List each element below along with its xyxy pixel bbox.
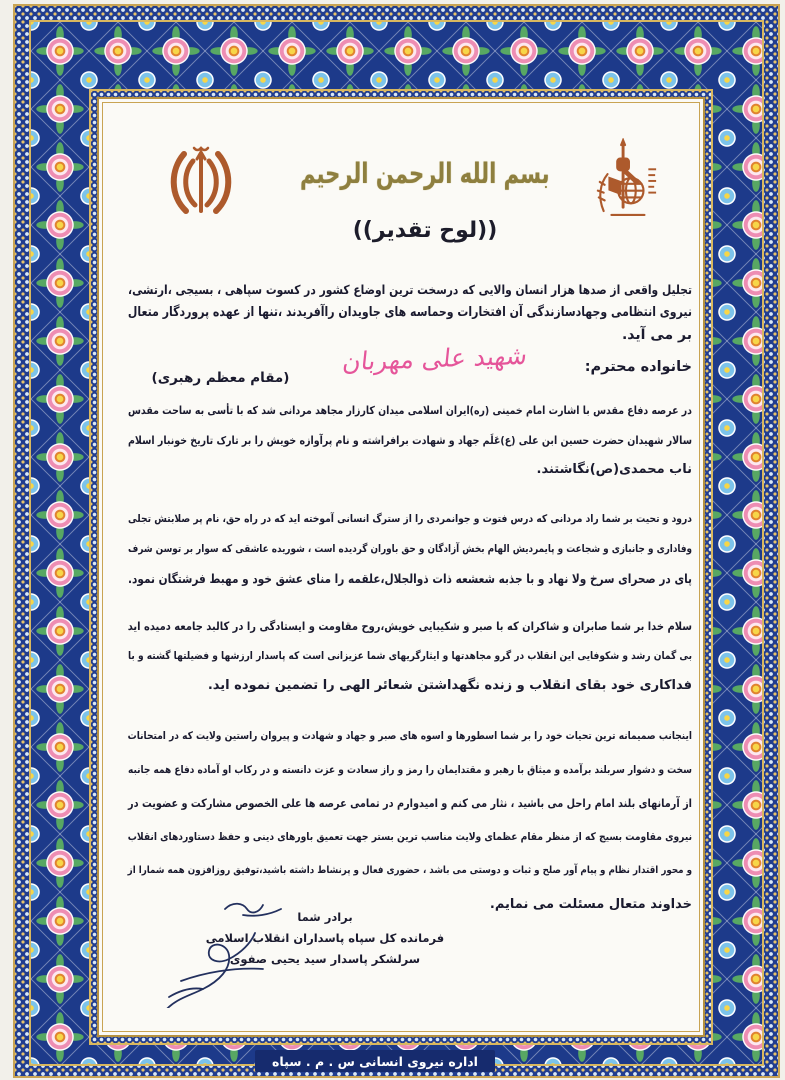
body-line: درود و تحیت بر شما راد مردانی که درس فتوت و جوانمردی را از سترگ انسانی آموخته اید که در راه حق، نام پر صلابتش تجلی xyxy=(127,513,692,525)
footer-issuer xyxy=(255,1050,495,1072)
signature-closing: برادر شما xyxy=(297,910,353,924)
bismillah-text: بسم الله الرحمن الرحیم xyxy=(300,156,550,190)
recipient-label-text: خانواده محترم: xyxy=(584,359,692,375)
irgc-emblem-shape xyxy=(598,140,645,215)
quote-source xyxy=(148,366,293,390)
handwritten-recipient-name-text: شهید علی مهربان xyxy=(341,340,529,376)
body-line: سخت و دشوار سربلند برآمده و میثاق با رهبر و مقتدایمان را رمز و راز سعادت و عزت دانسته و در رکاب او آماده دفاع همه جانبه xyxy=(128,763,692,776)
recipient-label xyxy=(548,354,692,380)
signature-name: سرلشکر پاسدار سید یحیی صفوی xyxy=(229,952,421,966)
footer-issuer-text: اداره نیروی انسانی س . م . سپاه xyxy=(272,1053,478,1069)
body-paragraph-2 xyxy=(128,505,692,594)
signature-block xyxy=(200,907,450,970)
body-line: اینجانب صمیمانه ترین تحیات خود را بر شما اسطورها و اسوه های صبر و جهاد و شهادت و پیروان راستین ولایت که در امتحانات xyxy=(127,730,692,742)
body-line: از آرمانهای بلند امام راحل می باشید ، نثار می کنم و امیدوارم در تمامی عرصه ها علی الخصوص مشارکت و عضویت در xyxy=(128,796,692,810)
body-line: ناب محمدی(ص)نگاشتند. xyxy=(536,462,692,477)
body-line: فداکاری خود بقای انقلاب و زنده نگهداشتن شعائر الهی را تضمین نموده اید. xyxy=(207,678,692,693)
body-line: نیروی مقاومت بسیج که از منظر مقام عظمای ولایت مناسب ترین بستر جهت تعمیق باورهای دینی و حفظ دستاوردهای انقلاب xyxy=(127,830,692,843)
certificate-title-text: ((لوح تقدیر)) xyxy=(352,217,498,243)
intro-line: نیروی انتظامی وجهادسازندگی آن افتخارات وحماسه های جاویدان راآفریدند ،تنها از عهده پروردگار متعال xyxy=(127,305,692,320)
body-paragraph-4 xyxy=(128,720,692,921)
body-line: و محور اقتدار نظام و پیام آور صلح و ثبات و دوستی می باشد ، حضوری فعال و پرنشاط داشته باشید،توفیق روزافزون همه شمارا از xyxy=(127,865,693,876)
body-line: بی گمان رشد و شکوفایی این انقلاب در گرو مجاهدتها و ایثارگریهای شما عزیزانی است که پاسدار ارزشها و فضیلتها گشته و با xyxy=(128,650,692,662)
intro-line: تجلیل واقعی از صدها هزار انسان والایی که درسخت ترین اوضاع کشور در کسوت سپاهی ، بسیجی ،ارتشی، xyxy=(128,282,692,297)
iran-emblem xyxy=(168,143,234,215)
iran-emblem-shape xyxy=(174,148,229,211)
body-line: وفاداری و جانبازی و شجاعت و پایمردیش الهام بخش آزادگان و حق باوران گردیده است ، شوریده عاشقی که سوار بر توسن شرف xyxy=(128,542,692,555)
body-line: پای در صحرای سرخ ولا نهاد و با جذبه شعشعه ذات ذوالجلال،علقمه را منای عشق خود و مهبط فرشتگان نمود. xyxy=(127,571,693,586)
signature-title: فرمانده کل سپاه پاسداران انقلاب اسلامی xyxy=(205,931,445,945)
body-line: خداوند متعال مسئلت می نمایم. xyxy=(489,896,692,912)
body-line: سالار شهیدان حضرت حسین ابن علی (ع)عَلَم جهاد و شهادت برافراشته و نام پرآوازه خویش را بر تارک تاریخ خونبار اسلام xyxy=(127,433,692,447)
body-paragraph-3 xyxy=(128,611,692,701)
body-line: سلام خدا بر شما صابران و شاکران که با صبر و شکیبایی خویش،روح مقاومت و ایستادگی را در کالبد جامعه دمیده اید xyxy=(127,619,692,633)
body-paragraph-1 xyxy=(128,396,692,485)
irgc-emblem xyxy=(592,138,660,220)
intro-line: بر می آید. xyxy=(621,327,692,343)
irgc-emblem-lettering-marks xyxy=(648,168,656,193)
certificate-title xyxy=(330,212,520,248)
body-line: در عرصه دفاع مقدس با اشارت امام خمینی (ره)ایران اسلامی میدان کارزار مجاهد مردانی شد که با تأسی به ساحت مقدس xyxy=(127,404,692,417)
intro-paragraph xyxy=(128,278,692,347)
quote-source-text: (مقام معظم رهبری) xyxy=(151,370,290,386)
handwritten-recipient-name xyxy=(318,334,552,382)
bismillah-calligraphy xyxy=(300,150,550,196)
